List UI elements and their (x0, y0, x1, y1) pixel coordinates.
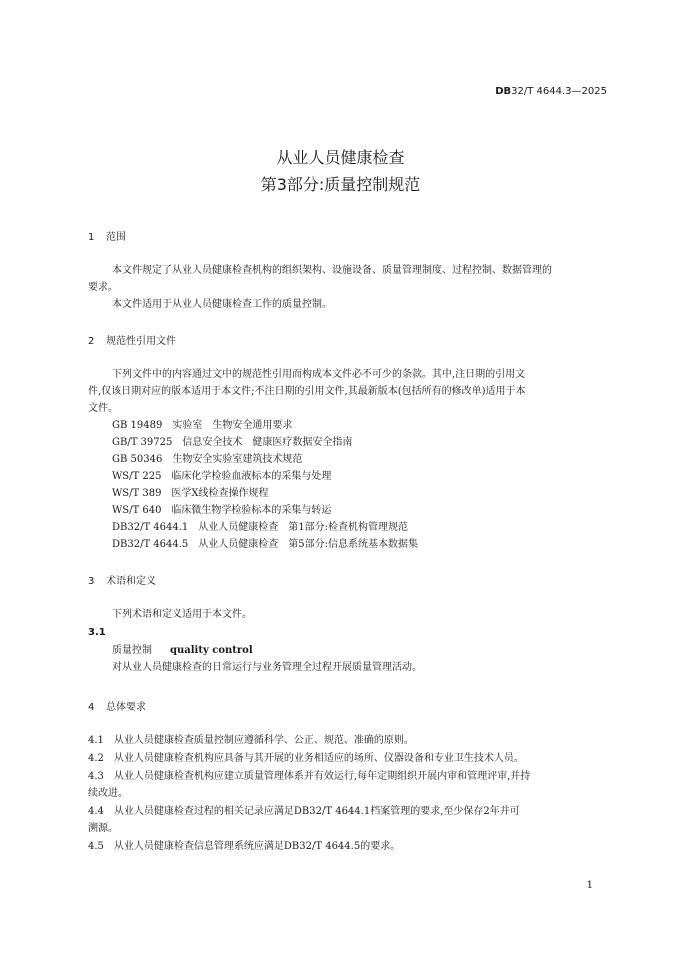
term-definition: 对从业人员健康检查的日常运行与业务管理全过程开展质量管理活动。 (112, 662, 422, 673)
section-number: 4 (88, 702, 95, 713)
standard-number (495, 86, 607, 97)
section-number: 2 (88, 336, 95, 347)
section-title: 术语和定义 (106, 576, 156, 587)
paragraph: 本文件适用于从业人员健康检查工作的质量控制。 (112, 299, 332, 310)
reference-item: GB 19489 实验室 生物安全通用要求 (112, 420, 293, 431)
paragraph: 要求。 (88, 282, 118, 293)
section-heading-2 (88, 332, 176, 347)
clause: 4.3 从业人员健康检查机构应建立质量管理体系并有效运行,每年定期组织开展内审和管理评审,并持 (88, 771, 531, 782)
term-chinese: 质量控制 (112, 645, 152, 656)
section-number: 1 (88, 232, 95, 243)
term-english: quality control (170, 645, 253, 656)
paragraph: 本文件规定了从业人员健康检查机构的组织架构、设施设备、质量管理制度、过程控制、数据管理的 (112, 265, 552, 276)
reference-item: DB32/T 4644.5 从业人员健康检查 第5部分:信息系统基本数据集 (112, 539, 419, 550)
term-number: 3.1 (88, 627, 106, 638)
section-heading-1 (88, 228, 126, 243)
reference-item: GB/T 39725 信息安全技术 健康医疗数据安全指南 (112, 437, 353, 448)
section-title: 总体要求 (106, 702, 146, 713)
clause: 4.1 从业人员健康检查质量控制应遵循科学、公正、规范、准确的原则。 (88, 735, 414, 746)
paragraph: 下列文件中的内容通过文中的规范性引用而构成本文件必不可少的条款。其中,注日期的引用文 (112, 369, 526, 380)
clause: 4.5 从业人员健康检查信息管理系统应满足DB32/T 4644.5的要求。 (88, 841, 401, 852)
paragraph: 下列术语和定义适用于本文件。 (112, 609, 252, 620)
reference-item: WS/T 389 医学X线检查操作规程 (112, 488, 269, 499)
clause: 续改进。 (88, 788, 128, 799)
paragraph: 件,仅该日期对应的版本适用于本文件;不注日期的引用文件,其最新版本(包括所有的修改单)适用于本 (88, 386, 526, 397)
term-entry (112, 642, 253, 659)
section-title: 规范性引用文件 (106, 336, 176, 347)
reference-item: WS/T 640 临床微生物学检验标本的采集与转运 (112, 505, 332, 516)
doc-title: 从业人员健康检查 (276, 148, 405, 167)
standard-code: 32/T 4644.3—2025 (511, 86, 607, 97)
section-number: 3 (88, 576, 95, 587)
doc-subtitle: 第3部分:质量控制规范 (260, 175, 421, 194)
section-title: 范围 (106, 232, 126, 243)
reference-item: DB32/T 4644.1 从业人员健康检查 第1部分:检查机构管理规范 (112, 522, 409, 533)
standard-prefix: DB (495, 86, 512, 97)
paragraph: 文件。 (88, 403, 118, 414)
clause: 溯源。 (88, 823, 118, 834)
page-number: 1 (586, 880, 593, 891)
clause: 4.4 从业人员健康检查过程的相关记录应满足DB32/T 4644.1档案管理的要求,至少保存2年并可 (88, 806, 520, 817)
reference-item: WS/T 225 临床化学检验血液标本的采集与处理 (112, 471, 332, 482)
section-heading-4 (88, 698, 146, 713)
section-heading-3 (88, 572, 156, 587)
reference-item: GB 50346 生物安全实验室建筑技术规范 (112, 454, 303, 465)
clause: 4.2 从业人员健康检查机构应具备与其开展的业务相适应的场所、仪器设备和专业卫生技术人员。 (88, 753, 524, 764)
